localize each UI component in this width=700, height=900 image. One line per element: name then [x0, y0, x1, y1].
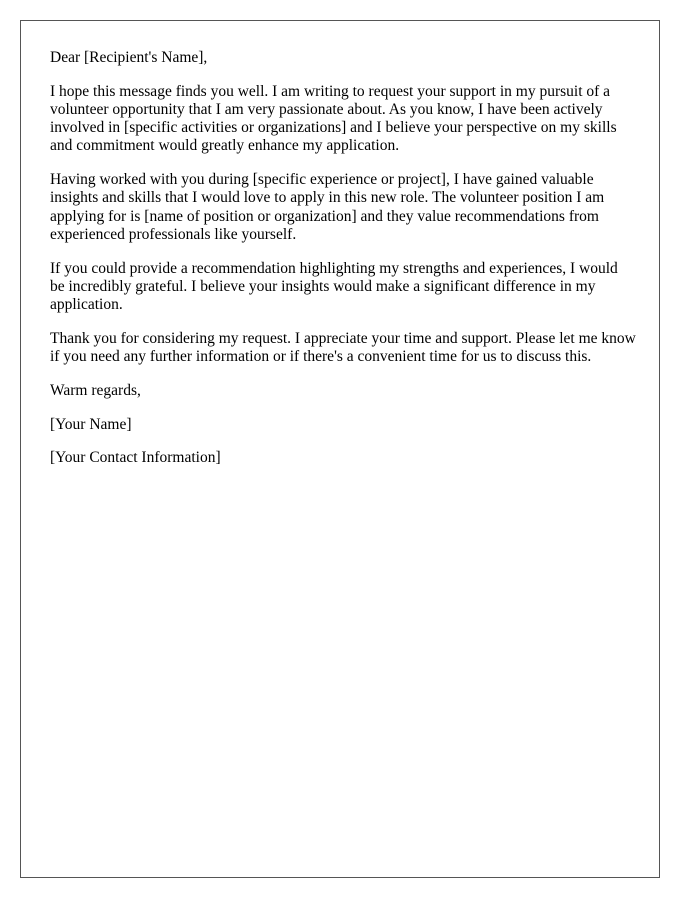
closing: Warm regards, [50, 381, 141, 399]
letter-body [50, 49, 636, 483]
salutation: Dear [Recipient's Name], [50, 49, 208, 66]
paragraph-intro: I hope this message finds you well. I am writing to request your support in my pursuit of a volunteer opportunity that I am very passionate about. As you know, I have been actively involved in [specific activities or organizations] and I believe your perspective on my skills and commitment would greatly enhance my application. [50, 82, 617, 155]
letter-page [20, 20, 660, 878]
signature-name: [Your Name] [50, 415, 132, 433]
paragraph-request: If you could provide a recommendation highlighting my strengths and experiences, I would be incredibly grateful. I believe your insights would make a significant difference in my application. [50, 259, 618, 314]
paragraph-experience: Having worked with you during [specific experience or project], I have gained valuable insights and skills that I would love to apply in this new role. The volunteer position I am applying for is [name of position or organization] and they value recommendations from experienced professionals like yourself. [50, 171, 605, 243]
paragraph-thanks: Thank you for considering my request. I appreciate your time and support. Please let me know if you need any further information or if there's a convenient time for us to discuss this. [50, 329, 636, 366]
contact-information: [Your Contact Information] [50, 449, 221, 467]
